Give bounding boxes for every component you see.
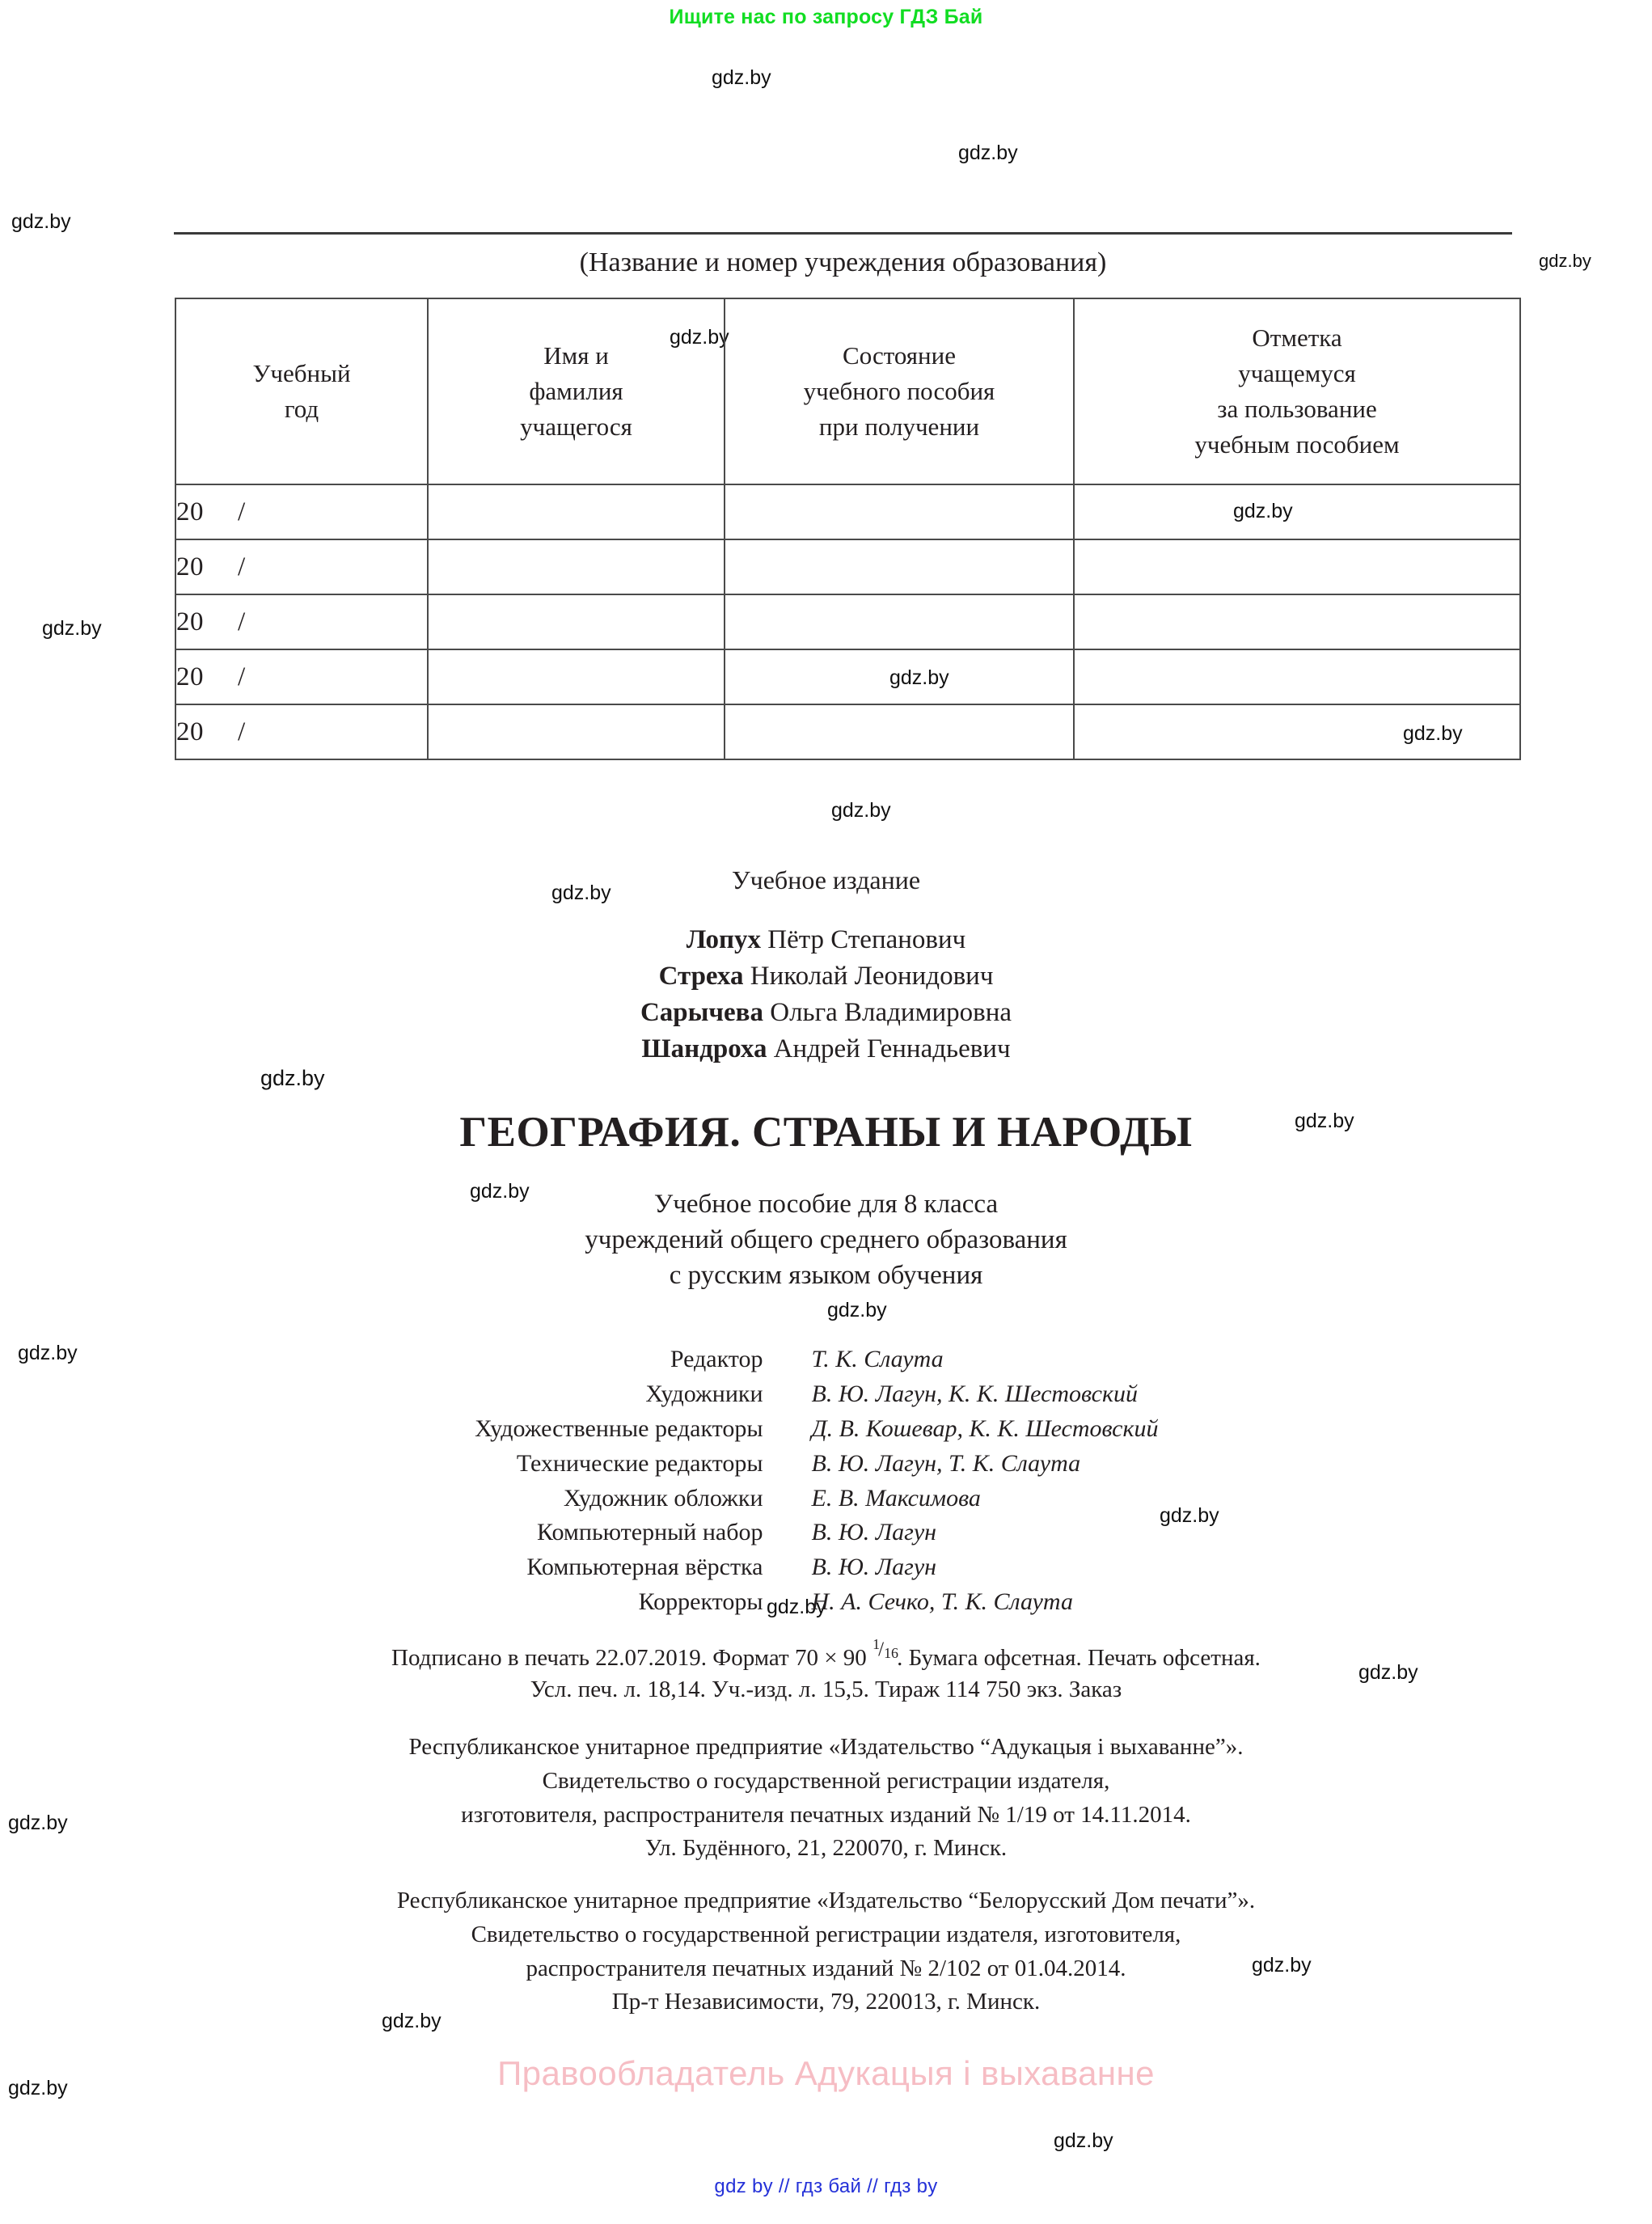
gdz-watermark: gdz.by [551, 882, 611, 904]
column-header-student-name-line1: Имя и [543, 340, 609, 370]
cell-grade[interactable] [1074, 484, 1520, 539]
book-title: ГЕОГРАФИЯ. СТРАНЫ И НАРОДЫ [459, 1109, 1193, 1156]
cell-condition[interactable] [725, 594, 1074, 649]
cell-condition[interactable] [725, 539, 1074, 594]
rights-holder-watermark: Правообладатель Адукацыя і выхаванне [497, 2054, 1155, 2092]
credit-role: Корректоры [638, 1588, 763, 1616]
bottom-link-bar[interactable]: gdz by // гдз бай // гдз by [714, 2175, 938, 2197]
usage-record-table-wrapper [175, 298, 1513, 760]
publisher-dom-pechati-line2: Свидетельство о государственной регистрации издателя, изготовителя, [471, 1921, 1181, 1947]
table-row [175, 594, 1520, 649]
credit-name: В. Ю. Лагун [811, 1519, 937, 1546]
book-subtitle-line1: Учебное пособие для 8 класса [653, 1190, 999, 1219]
cell-year[interactable] [175, 484, 428, 539]
cell-student-name[interactable] [428, 649, 725, 704]
table-header-row [175, 298, 1520, 484]
cell-grade[interactable] [1074, 704, 1520, 759]
gdz-watermark: gdz.by [1054, 2129, 1113, 2152]
gdz-watermark: gdz.by [1539, 251, 1591, 271]
cell-year[interactable] [175, 539, 428, 594]
publisher-dom-pechati-line3: распространителя печатных изданий № 2/102 от 01.04.2014. [526, 1955, 1126, 1981]
column-header-grade-line1: Отметка [1252, 323, 1342, 352]
credit-row [365, 1377, 1287, 1412]
publisher-dom-pechati-line1: Республиканское унитарное предприятие «Издательство “Белорусский Дом печати”». [396, 1888, 1256, 1913]
cell-year[interactable] [175, 704, 428, 759]
column-header-year [175, 298, 428, 484]
column-header-grade [1074, 298, 1520, 484]
author-surname: Лопух [686, 925, 761, 954]
gdz-watermark: gdz.by [712, 66, 771, 89]
gdz-watermark: gdz.by [260, 1066, 325, 1090]
gdz-watermark: gdz.by [470, 1180, 530, 1203]
gdz-watermark: gdz.by [767, 1596, 826, 1618]
gdz-watermark: gdz.by [958, 142, 1018, 164]
gdz-watermark: gdz.by [42, 617, 102, 640]
author-given-name: Ольга Владимировна [763, 997, 1012, 1027]
credit-role: Технические редакторы [516, 1449, 763, 1477]
credit-name: Н. А. Сечко, Т. К. Слаута [811, 1588, 1073, 1616]
gdz-watermark: gdz.by [1160, 1504, 1219, 1527]
cell-student-name[interactable] [428, 594, 725, 649]
format-fraction-bar: / [878, 1638, 884, 1660]
publisher-adukacyja-line2: Свидетельство о государственной регистрации издателя, [542, 1767, 1110, 1794]
gdz-watermark: gdz.by [831, 799, 891, 822]
year-prefix: 20 [176, 497, 204, 526]
credit-name: В. Ю. Лагун, К. К. Шестовский [811, 1380, 1139, 1407]
institution-caption: (Название и номер учреждения образования) [579, 247, 1107, 277]
imprint-block [0, 1635, 1652, 1706]
book-subtitle-line3: с русским языком обучения [669, 1260, 983, 1290]
table-row [175, 484, 1520, 539]
credit-role: Редактор [670, 1346, 763, 1372]
table-row [175, 704, 1520, 759]
cell-grade[interactable] [1074, 539, 1520, 594]
credit-name: В. Ю. Лагун, Т. К. Слаута [811, 1449, 1081, 1477]
imprint-line1 [0, 1635, 1652, 1674]
author-given-name: Андрей Геннадьевич [767, 1034, 1011, 1063]
year-slash: / [238, 552, 246, 581]
format-fraction-denominator: 16 [884, 1645, 899, 1662]
column-header-student-name-line3: учащегося [520, 412, 632, 441]
cell-grade[interactable] [1074, 594, 1520, 649]
column-header-grade-line3: за пользование [1217, 395, 1377, 423]
book-subtitle [0, 1187, 1652, 1294]
credits-inner [365, 1342, 1287, 1620]
usage-record-table [175, 298, 1521, 760]
gdz-watermark: gdz.by [1358, 1661, 1418, 1684]
credit-row [365, 1412, 1287, 1447]
credit-name: В. Ю. Лагун [811, 1554, 937, 1581]
gdz-watermark: gdz.by [1252, 1954, 1312, 1977]
year-slash: / [238, 717, 246, 746]
credit-row [365, 1447, 1287, 1482]
gdz-watermark: gdz.by [18, 1342, 78, 1364]
credit-role: Художественные редакторы [475, 1414, 763, 1442]
promo-banner-text: Ищите нас по запросу ГДЗ Бай [669, 5, 983, 28]
cell-year[interactable] [175, 649, 428, 704]
book-subtitle-line2: учреждений общего среднего образования [585, 1224, 1067, 1254]
credit-name: Е. В. Максимова [811, 1484, 981, 1512]
gdz-watermark: gdz.by [1295, 1110, 1354, 1132]
credit-row [365, 1550, 1287, 1585]
table-body [175, 484, 1520, 759]
cell-grade[interactable] [1074, 649, 1520, 704]
publisher-adukacyja-line3: изготовителя, распространителя печатных изданий № 1/19 от 14.11.2014. [461, 1801, 1191, 1828]
column-header-grade-line4: учебным пособием [1194, 430, 1400, 459]
imprint-line1-after: . Бумага офсетная. Печать офсетная. [897, 1645, 1261, 1671]
credit-role: Художник обложки [563, 1484, 763, 1512]
header-rule [174, 232, 1512, 235]
cell-student-name[interactable] [428, 539, 725, 594]
table-head [175, 298, 1520, 484]
gdz-watermark: gdz.by [8, 2077, 68, 2099]
credit-name: Т. К. Слаута [811, 1346, 944, 1372]
authors-list [0, 922, 1652, 1068]
credit-row [365, 1342, 1287, 1377]
column-header-condition [725, 298, 1074, 484]
year-slash: / [238, 662, 246, 691]
cell-condition[interactable] [725, 704, 1074, 759]
gdz-watermark: gdz.by [827, 1299, 887, 1321]
year-slash: / [238, 607, 246, 636]
credit-name: Д. В. Кошевар, К. К. Шестовский [811, 1414, 1159, 1442]
publisher-adukacyja-line4: Ул. Будённого, 21, 220070, г. Минск. [644, 1835, 1008, 1862]
author-surname: Стреха [658, 961, 744, 991]
imprint-line2: Усл. печ. л. 18,14. Уч.-изд. л. 15,5. Тираж 114 750 экз. Заказ [530, 1676, 1122, 1703]
column-header-year-line1: Учебный [252, 358, 351, 387]
author-entry [0, 995, 1652, 1031]
author-given-name: Пётр Степанович [761, 925, 966, 954]
gdz-watermark: gdz.by [1233, 500, 1293, 522]
gdz-watermark: gdz.by [382, 2010, 442, 2032]
table-row [175, 539, 1520, 594]
year-slash: / [238, 497, 246, 526]
author-entry [0, 958, 1652, 995]
column-header-condition-line3: при получении [818, 412, 980, 441]
column-header-grade-line2: учащемуся [1238, 358, 1356, 387]
author-surname: Сарычева [640, 997, 763, 1027]
credits-block [0, 1342, 1652, 1620]
publisher-dom-pechati-line4: Пр-т Независимости, 79, 220013, г. Минск. [611, 1989, 1041, 2015]
credit-row [365, 1585, 1287, 1620]
publisher-dom-pechati [0, 1884, 1652, 2019]
author-entry [0, 922, 1652, 958]
cell-condition[interactable] [725, 649, 1074, 704]
gdz-watermark: gdz.by [670, 326, 729, 349]
column-header-condition-line2: учебного пособия [803, 376, 995, 405]
promo-banner [0, 0, 1652, 34]
credit-role: Художники [645, 1380, 763, 1407]
author-given-name: Николай Леонидович [743, 961, 994, 991]
gdz-watermark: gdz.by [889, 666, 949, 689]
credit-row [365, 1482, 1287, 1516]
gdz-watermark: gdz.by [8, 1812, 68, 1834]
cell-year[interactable] [175, 594, 428, 649]
cell-student-name[interactable] [428, 484, 725, 539]
year-prefix: 20 [176, 607, 204, 636]
column-header-student-name [428, 298, 725, 484]
publisher-adukacyja [0, 1731, 1652, 1866]
edition-label: Учебное издание [731, 865, 921, 894]
publisher-adukacyja-line1: Республиканское унитарное предприятие «Издательство “Адукацыя і выхаванне”». [408, 1734, 1244, 1760]
cell-student-name[interactable] [428, 704, 725, 759]
year-prefix: 20 [176, 662, 204, 691]
author-entry [0, 1031, 1652, 1068]
year-prefix: 20 [176, 717, 204, 746]
format-fraction-numerator: 1 [872, 1635, 881, 1652]
table-row [175, 649, 1520, 704]
column-header-condition-line1: Состояние [843, 340, 956, 370]
imprint-line1-before: Подписано в печать 22.07.2019. Формат 70 × 90 [391, 1645, 873, 1671]
credit-role: Компьютерная вёрстка [526, 1554, 763, 1581]
format-fraction [872, 1635, 899, 1665]
column-header-year-line2: год [284, 395, 319, 423]
credit-role: Компьютерный набор [536, 1519, 763, 1546]
column-header-student-name-line2: фамилия [529, 376, 623, 405]
year-prefix: 20 [176, 552, 204, 581]
credit-row [365, 1516, 1287, 1550]
gdz-watermark: gdz.by [1403, 722, 1463, 745]
author-surname: Шандроха [641, 1034, 767, 1063]
gdz-watermark: gdz.by [11, 210, 71, 233]
cell-condition[interactable] [725, 484, 1074, 539]
